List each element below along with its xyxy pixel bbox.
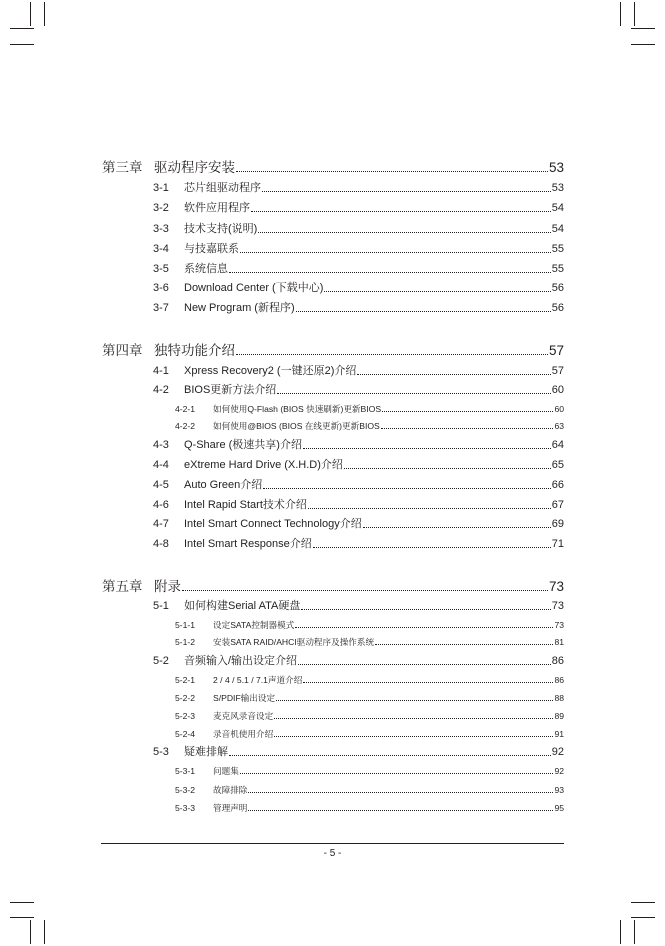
toc-entry[interactable] xyxy=(175,766,564,776)
toc-entry[interactable] xyxy=(175,803,564,813)
toc-entry-number: 5-3 xyxy=(153,746,169,758)
toc-entry-page: 73 xyxy=(554,620,564,631)
toc-entry-page: 81 xyxy=(554,637,564,648)
toc-leader-dots xyxy=(274,718,553,719)
toc-leader-dots xyxy=(363,527,551,528)
toc-entry[interactable] xyxy=(175,620,564,630)
toc-entry-title: Intel Smart Response介绍 xyxy=(184,538,312,550)
toc-entry[interactable] xyxy=(153,202,564,214)
toc-entry-number: 5-3-1 xyxy=(175,766,196,777)
toc-entry[interactable] xyxy=(102,160,564,174)
toc-entry-title: 问题集 xyxy=(213,766,239,777)
toc-entry-title: 附录 xyxy=(154,578,181,594)
toc-entry[interactable] xyxy=(175,785,564,795)
toc-entry-number: 4-6 xyxy=(153,499,169,511)
toc-entry-page: 86 xyxy=(554,675,564,686)
toc-entry-number: 第五章 xyxy=(102,578,143,594)
toc-leader-dots xyxy=(229,272,551,273)
toc-entry-page: 73 xyxy=(551,600,564,612)
toc-entry-page: 53 xyxy=(548,159,564,175)
toc-entry[interactable] xyxy=(153,439,564,451)
toc-entry-title: 如何构建Serial ATA硬盘 xyxy=(184,600,301,612)
toc-entry-page: 57 xyxy=(548,342,564,358)
toc-leader-dots xyxy=(236,171,548,172)
toc-entry-number: 3-7 xyxy=(153,302,169,314)
toc-entry-number: 5-3-3 xyxy=(175,803,196,814)
toc-leader-dots xyxy=(274,736,553,737)
toc-entry[interactable] xyxy=(175,711,564,721)
footer-rule xyxy=(101,843,564,844)
toc-entry-page: 88 xyxy=(554,693,564,704)
toc-entry-title: Intel Smart Connect Technology介绍 xyxy=(184,518,362,530)
toc-entry-number: 第四章 xyxy=(102,342,143,358)
toc-entry[interactable] xyxy=(102,579,564,593)
toc-entry[interactable] xyxy=(153,282,564,294)
toc-entry[interactable] xyxy=(153,518,564,530)
toc-leader-dots xyxy=(229,755,551,756)
toc-entry-number: 4-2 xyxy=(153,384,169,396)
toc-entry-title: 音频输入/输出设定介绍 xyxy=(184,655,298,667)
toc-entry-number: 4-4 xyxy=(153,459,169,471)
toc-entry[interactable] xyxy=(153,499,564,511)
toc-leader-dots xyxy=(182,590,548,591)
toc-leader-dots xyxy=(313,547,551,548)
toc-leader-dots xyxy=(276,700,553,701)
toc-entry-page: 57 xyxy=(551,365,564,377)
toc-entry-page: 66 xyxy=(551,479,564,491)
toc-entry[interactable] xyxy=(153,459,564,471)
toc-entry-number: 5-2-4 xyxy=(175,729,196,740)
toc-entry-title: 设定SATA控制器模式 xyxy=(213,620,295,631)
toc-entry[interactable] xyxy=(175,729,564,739)
toc-entry-page: 55 xyxy=(551,243,564,255)
toc-leader-dots xyxy=(248,810,553,811)
toc-entry[interactable] xyxy=(153,302,564,314)
toc-leader-dots xyxy=(324,291,550,292)
toc-entry-page: 63 xyxy=(554,421,564,432)
toc-entry-title: 麦克风录音设定 xyxy=(213,711,274,722)
toc-entry-number: 4-2-1 xyxy=(175,404,196,415)
toc-entry-number: 5-2 xyxy=(153,655,169,667)
toc-entry-title: Intel Rapid Start技术介绍 xyxy=(184,499,307,511)
toc-entry-title: 技术支持(说明) xyxy=(184,223,258,235)
toc-entry[interactable] xyxy=(175,693,564,703)
toc-entry-page: 65 xyxy=(551,459,564,471)
toc-leader-dots xyxy=(308,508,551,509)
toc-entry-number: 3-4 xyxy=(153,243,169,255)
toc-entry-number: 4-1 xyxy=(153,365,169,377)
toc-leader-dots xyxy=(236,354,548,355)
toc-entry-number: 5-1-1 xyxy=(175,620,196,631)
toc-entry-page: 60 xyxy=(551,384,564,396)
toc-leader-dots xyxy=(248,792,553,793)
toc-entry-number: 3-1 xyxy=(153,182,169,194)
toc-entry-number: 4-8 xyxy=(153,538,169,550)
toc-entry-title: 如何使用Q-Flash (BIOS 快速刷新)更新BIOS xyxy=(213,404,382,415)
toc-entry-title: 疑难排解 xyxy=(184,746,228,758)
toc-entry-page: 92 xyxy=(551,746,564,758)
toc-entry-page: 56 xyxy=(551,282,564,294)
toc-entry-number: 5-1-2 xyxy=(175,637,196,648)
toc-entry-title: Download Center (下载中心) xyxy=(184,282,324,294)
toc-entry-page: 92 xyxy=(554,766,564,777)
toc-entry[interactable] xyxy=(153,746,564,758)
toc-leader-dots xyxy=(357,374,550,375)
toc-entry-title: 独特功能介绍 xyxy=(154,342,235,358)
toc-entry-title: BIOS更新方法介绍 xyxy=(184,384,277,396)
toc-entry-number: 4-7 xyxy=(153,518,169,530)
toc-entry[interactable] xyxy=(175,404,564,414)
toc-entry-title: 故障排除 xyxy=(213,785,248,796)
toc-entry[interactable] xyxy=(153,538,564,550)
toc-entry-number: 5-2-3 xyxy=(175,711,196,722)
toc-entry-page: 56 xyxy=(551,302,564,314)
toc-entry[interactable] xyxy=(175,637,564,647)
toc-leader-dots xyxy=(263,488,550,489)
toc-entry-title: 软件应用程序 xyxy=(184,202,250,214)
toc-entry-number: 第三章 xyxy=(102,159,143,175)
toc-entry-title: 2 / 4 / 5.1 / 7.1声道介绍 xyxy=(213,675,303,686)
toc-leader-dots xyxy=(240,252,551,253)
toc-entry[interactable] xyxy=(153,365,564,377)
toc-leader-dots xyxy=(296,311,551,312)
toc-entry-number: 3-5 xyxy=(153,263,169,275)
page-number: - 5 - xyxy=(323,848,342,859)
toc-leader-dots xyxy=(375,644,553,645)
toc-entry-page: 71 xyxy=(551,538,564,550)
toc-entry-number: 5-1 xyxy=(153,600,169,612)
toc-entry-number: 4-3 xyxy=(153,439,169,451)
toc-entry-page: 67 xyxy=(551,499,564,511)
toc-entry[interactable] xyxy=(153,384,564,396)
toc-entry-page: 53 xyxy=(551,182,564,194)
toc-entry-number: 5-3-2 xyxy=(175,785,196,796)
toc-entry-title: New Program (新程序) xyxy=(184,302,295,314)
toc-entry-title: 驱动程序安装 xyxy=(154,159,235,175)
toc-leader-dots xyxy=(344,468,551,469)
toc-leader-dots xyxy=(381,428,554,429)
toc-entry-title: Xpress Recovery2 (一键还原2)介绍 xyxy=(184,365,357,377)
toc-leader-dots xyxy=(382,411,553,412)
toc-entry-title: 如何使用@BIOS (BIOS 在线更新)更新BIOS xyxy=(213,421,380,432)
toc-entry-number: 4-5 xyxy=(153,479,169,491)
toc-entry-page: 55 xyxy=(551,263,564,275)
toc-entry-page: 73 xyxy=(548,578,564,594)
toc-entry-page: 91 xyxy=(554,729,564,740)
toc-entry-title: eXtreme Hard Drive (X.H.D)介绍 xyxy=(184,459,343,471)
toc-entry[interactable] xyxy=(153,243,564,255)
toc-entry-page: 86 xyxy=(551,655,564,667)
toc-entry-number: 3-6 xyxy=(153,282,169,294)
toc-entry-page: 69 xyxy=(551,518,564,530)
toc-entry[interactable] xyxy=(153,600,564,612)
toc-leader-dots xyxy=(303,682,553,683)
toc-entry-page: 64 xyxy=(551,439,564,451)
toc-entry-title: 系统信息 xyxy=(184,263,228,275)
toc-entry[interactable] xyxy=(153,479,564,491)
toc-leader-dots xyxy=(277,393,550,394)
toc-entry-page: 60 xyxy=(554,404,564,415)
toc-entry-title: S/PDIF输出设定 xyxy=(213,693,276,704)
toc-entry-number: 3-2 xyxy=(153,202,169,214)
toc-entry[interactable] xyxy=(102,343,564,357)
toc-entry-number: 5-2-1 xyxy=(175,675,196,686)
toc-entry[interactable] xyxy=(153,223,564,235)
toc-entry[interactable] xyxy=(175,421,564,431)
toc-leader-dots xyxy=(262,191,551,192)
toc-entry-page: 89 xyxy=(554,711,564,722)
toc-leader-dots xyxy=(303,448,551,449)
toc-entry-title: 安装SATA RAID/AHCI驱动程序及操作系统 xyxy=(213,637,375,648)
toc-entry[interactable] xyxy=(175,675,564,685)
toc-entry[interactable] xyxy=(153,263,564,275)
toc-entry-number: 5-2-2 xyxy=(175,693,196,704)
toc-entry[interactable] xyxy=(153,655,564,667)
toc-leader-dots xyxy=(295,627,553,628)
toc-entry-number: 4-2-2 xyxy=(175,421,196,432)
toc-entry-title: 芯片组驱动程序 xyxy=(184,182,261,194)
toc-leader-dots xyxy=(240,773,554,774)
toc-entry-number: 3-3 xyxy=(153,223,169,235)
toc-entry-title: Auto Green介绍 xyxy=(184,479,263,491)
toc-leader-dots xyxy=(301,609,550,610)
toc-entry-page: 93 xyxy=(554,785,564,796)
toc-entry-title: 管理声明 xyxy=(213,803,248,814)
toc-entry-title: Q-Share (极速共享)介绍 xyxy=(184,439,302,451)
toc-entry-page: 95 xyxy=(554,803,564,814)
toc-entry-title: 录音机使用介绍 xyxy=(213,729,274,740)
toc-entry-page: 54 xyxy=(551,223,564,235)
toc-leader-dots xyxy=(298,664,551,665)
toc-leader-dots xyxy=(251,211,551,212)
toc-leader-dots xyxy=(258,232,550,233)
toc-entry[interactable] xyxy=(153,182,564,194)
toc-entry-page: 54 xyxy=(551,202,564,214)
toc-entry-title: 与技嘉联系 xyxy=(184,243,239,255)
